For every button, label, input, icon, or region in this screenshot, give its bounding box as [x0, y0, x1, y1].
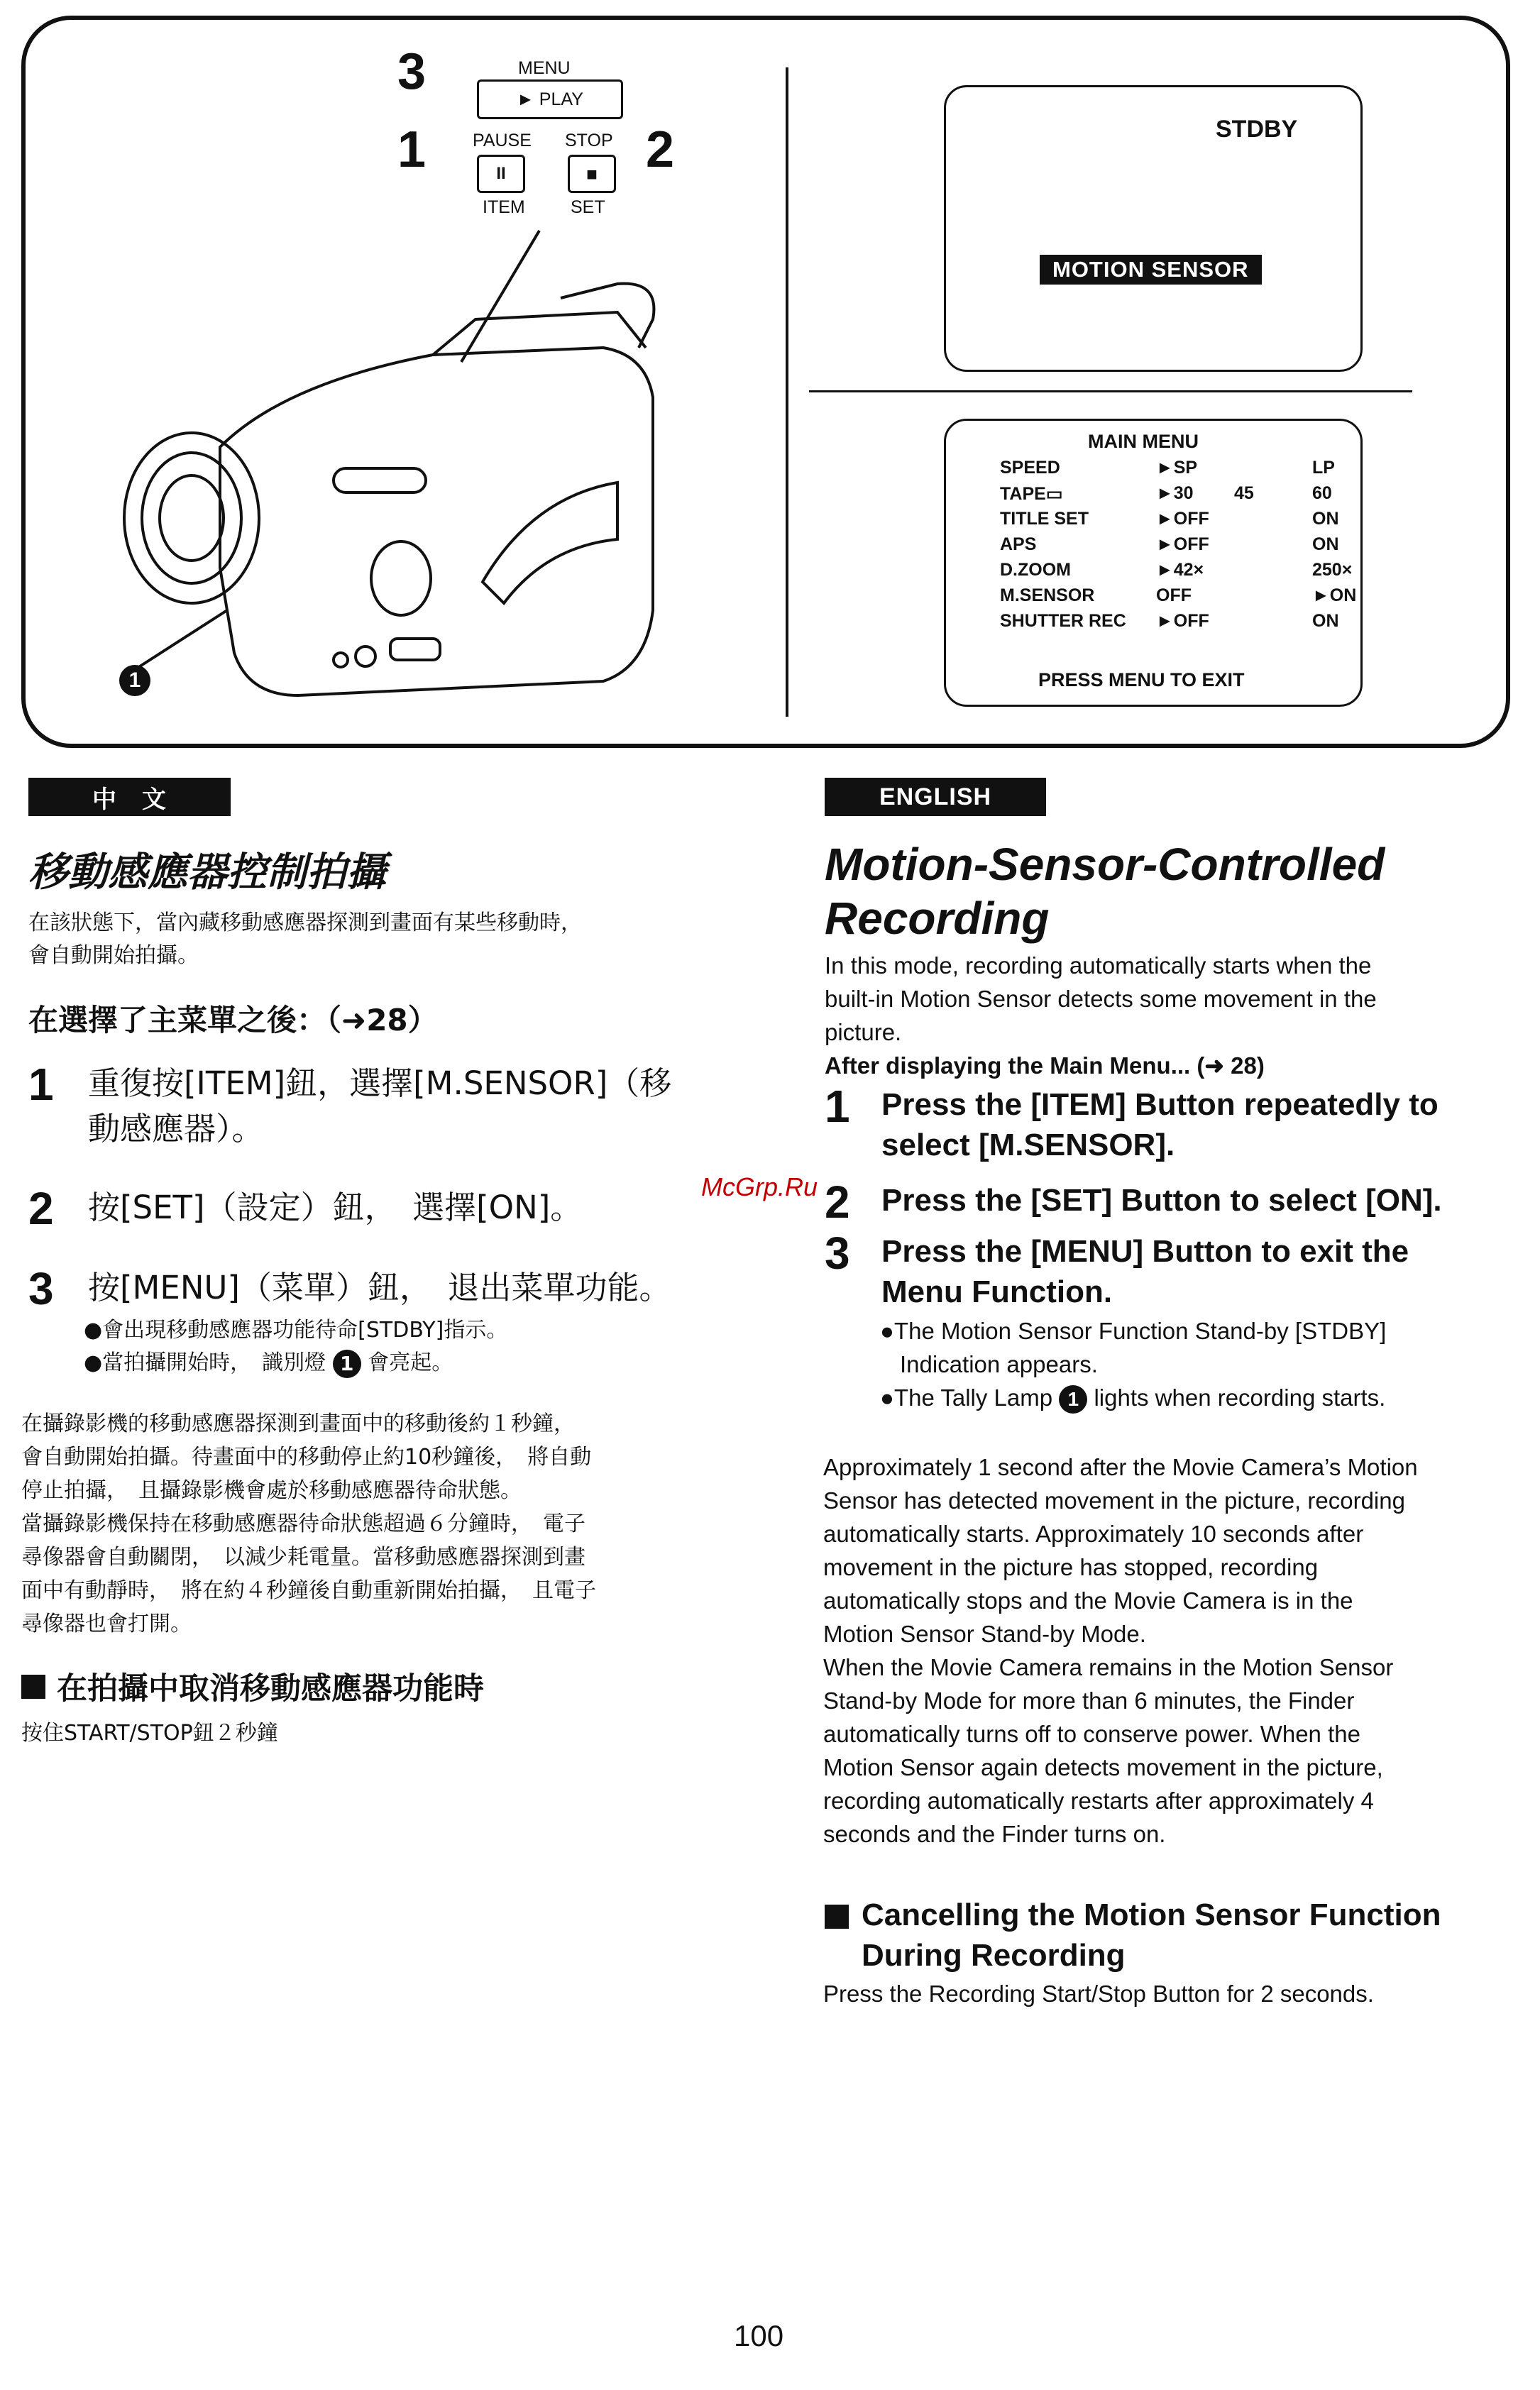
menu-item-value: OFF	[1156, 585, 1192, 605]
en-step-number: 1	[825, 1081, 850, 1132]
zh-cancel-body: 按住START/STOP鈕２秒鐘	[21, 1721, 278, 1746]
menu-item-value: 60	[1312, 483, 1332, 503]
play-button[interactable]	[477, 79, 623, 119]
en-intro-line: built-in Motion Sensor detects some movement in the	[825, 986, 1377, 1012]
en-bullet-text: lights when recording starts.	[1094, 1384, 1386, 1411]
menu-item-label: TITLE SET	[1000, 509, 1089, 529]
en-bullet-line: ●The Motion Sensor Function Stand-by [STDBY]	[880, 1318, 1387, 1344]
en-step-line: select [M.SENSOR].	[881, 1128, 1175, 1162]
menu-item-value: ON	[1312, 611, 1339, 631]
en-para-line: Sensor has detected movement in the picture, recording	[823, 1487, 1405, 1514]
en-bullet-text: ●The Tally Lamp	[880, 1384, 1053, 1411]
en-description	[823, 1450, 1418, 1851]
menu-item-value: ►42×	[1156, 560, 1204, 580]
tally-lamp-marker	[119, 665, 150, 696]
square-bullet-icon	[21, 1675, 45, 1699]
zh-intro-line: 在該狀態下，當內藏移動感應器探測到畫面有某些移動時，	[28, 910, 582, 935]
play-label: ► PLAY	[517, 89, 583, 109]
menu-row	[1000, 483, 1355, 509]
en-cancel-title	[862, 1895, 1500, 1976]
en-step-line: Menu Function.	[881, 1274, 1113, 1309]
menu-item-label: D.ZOOM	[1000, 560, 1071, 580]
main-menu-footer: PRESS MENU TO EXIT	[1038, 669, 1245, 690]
menu-item-value: ►SP	[1156, 458, 1198, 478]
zh-bullets	[84, 1314, 507, 1380]
menu-item-value: ►30	[1156, 483, 1194, 503]
zh-language-label: 中 文	[92, 786, 167, 813]
camcorder-drawing	[106, 213, 660, 710]
en-title-line: Recording	[825, 893, 1050, 944]
menu-row	[1000, 458, 1355, 483]
zh-step-line: 動感應器）。	[88, 1110, 264, 1147]
en-para-line: movement in the picture has stopped, recording	[823, 1554, 1319, 1580]
en-step-text: Press the [SET] Button to select [ON].	[881, 1183, 1442, 1218]
zh-para-line: 尋像器會自動關閉， 以減少耗電量。當移動感應器探測到畫	[21, 1545, 585, 1570]
en-intro-line: picture.	[825, 1019, 902, 1045]
zh-para-line: 停止拍攝， 且攝錄影機會處於移動感應器待命狀態。	[21, 1478, 522, 1503]
en-cancel-body: Press the Recording Start/Stop Button for 2 seconds.	[823, 1981, 1374, 2007]
en-step-line: Press the [ITEM] Button repeatedly to	[881, 1087, 1439, 1122]
menu-item-value: ►OFF	[1156, 611, 1209, 631]
en-para-line: Approximately 1 second after the Movie Camera’s Motion	[823, 1454, 1418, 1480]
menu-row	[1000, 585, 1355, 611]
en-para-line: seconds and the Finder turns on.	[823, 1821, 1166, 1847]
menu-item-value: LP	[1312, 458, 1335, 478]
menu-item-label: SPEED	[1000, 458, 1060, 478]
stop-button[interactable]	[568, 155, 616, 193]
zh-step-text: 按[SET]（設定）鈕， 選擇[ON]。	[88, 1189, 583, 1226]
zh-para-line: 在攝錄影機的移動感應器探測到畫面中的移動後約１秒鐘，	[21, 1411, 575, 1436]
motion-sensor-indicator: MOTION SENSOR	[1040, 255, 1262, 285]
zh-description	[21, 1407, 596, 1641]
menu-item-label: APS	[1000, 534, 1037, 554]
menu-item-value: ON	[1312, 534, 1339, 554]
zh-bullet-item	[84, 1347, 507, 1380]
square-bullet-icon	[825, 1905, 849, 1929]
menu-row	[1000, 611, 1355, 637]
zh-para-line: 面中有動靜時， 將在約４秒鐘後自動重新開始拍攝， 且電子	[21, 1578, 596, 1603]
menu-row	[1000, 560, 1355, 585]
page-number: 100	[734, 2319, 784, 2352]
en-para-line: When the Movie Camera remains in the Motion Sensor	[823, 1654, 1394, 1680]
menu-item-value: ►OFF	[1156, 509, 1209, 529]
en-cancel-title-line: Cancelling the Motion Sensor Function	[862, 1898, 1441, 1932]
zh-cancel-heading	[21, 1665, 484, 1708]
zh-step-text: 按[MENU]（菜單）鈕， 退出菜單功能。	[88, 1269, 671, 1306]
zh-bullet-text: ●當拍攝開始時， 識別燈	[84, 1350, 326, 1375]
figure-rule	[809, 390, 1412, 392]
menu-item-value: ►OFF	[1156, 534, 1209, 554]
en-bullet-line: Indication appears.	[900, 1351, 1098, 1377]
zh-intro-line: 會自動開始拍攝。	[28, 943, 199, 968]
item-label: ITEM	[483, 197, 525, 217]
zh-para-line: 會自動開始拍攝。待畫面中的移動停止約10秒鐘後， 將自動	[21, 1445, 592, 1470]
en-after-menu: After displaying the Main Menu... (➜ 28)	[825, 1052, 1265, 1079]
watermark: McGrp.Ru	[701, 1172, 818, 1201]
en-step-text	[881, 1231, 1409, 1312]
menu-item-value: ON	[1312, 509, 1339, 529]
en-para-line: recording automatically restarts after approximately 4	[823, 1788, 1374, 1814]
main-menu-rows	[1000, 458, 1355, 637]
zh-step-text	[88, 1061, 671, 1152]
tally-marker-number: 1	[128, 668, 141, 692]
menu-item-value: 250×	[1312, 560, 1353, 580]
zh-intro	[28, 907, 582, 972]
en-para-line: Motion Sensor again detects movement in the picture,	[823, 1754, 1383, 1780]
figure-divider	[786, 67, 788, 717]
en-para-line: automatically starts. Approximately 10 seconds after	[823, 1521, 1364, 1547]
tally-lamp-ref-icon: 1	[333, 1350, 361, 1378]
menu-item-value: ►ON	[1312, 585, 1357, 605]
en-step-number: 3	[825, 1228, 850, 1279]
zh-bullet-item: ●會出現移動感應器功能待命[STDBY]指示。	[84, 1318, 508, 1343]
zh-title: 移動感應器控制拍攝	[28, 849, 386, 896]
stop-icon: ■	[586, 163, 598, 185]
set-label: SET	[571, 197, 605, 217]
en-cancel-title-line: During Recording	[862, 1938, 1126, 1973]
button-diagram	[397, 43, 695, 227]
en-para-line: automatically turns off to conserve power. When the	[823, 1721, 1360, 1747]
zh-para-line: 尋像器也會打開。	[21, 1612, 192, 1636]
en-language-bar	[825, 778, 1046, 816]
zh-bullet-text: 會亮起。	[368, 1350, 453, 1375]
callout-1: 1	[397, 121, 427, 178]
zh-step-line: 重復按[ITEM]鈕，選擇[M.SENSOR]（移	[88, 1064, 672, 1102]
en-para-line: Stand-by Mode for more than 6 minutes, the Finder	[823, 1687, 1355, 1714]
en-para-line: automatically stops and the Movie Camera is in the	[823, 1587, 1353, 1614]
pause-label: PAUSE	[473, 131, 532, 150]
main-menu-title: MAIN MENU	[1088, 431, 1199, 452]
callout-2: 2	[646, 121, 675, 178]
zh-after-menu: 在選擇了主菜單之後：（➜28）	[28, 1003, 438, 1037]
pause-icon: II	[496, 164, 506, 183]
stop-label: STOP	[565, 131, 613, 150]
zh-cancel-title: 在拍攝中取消移動感應器功能時	[57, 1671, 484, 1707]
pause-button[interactable]	[477, 155, 525, 193]
en-para-line: Motion Sensor Stand-by Mode.	[823, 1621, 1146, 1647]
en-step-text	[881, 1084, 1439, 1165]
en-step-number: 2	[825, 1177, 850, 1228]
zh-step-number: 3	[28, 1263, 54, 1314]
menu-item-label: M.SENSOR	[1000, 585, 1095, 605]
menu-item-value: 45	[1234, 483, 1254, 503]
menu-item-label: TAPE▭	[1000, 484, 1063, 504]
en-intro-line: In this mode, recording automatically starts when the	[825, 952, 1372, 979]
zh-step-number: 2	[28, 1183, 54, 1234]
standby-screen	[944, 85, 1363, 372]
menu-item-label: SHUTTER REC	[1000, 611, 1126, 631]
en-intro	[825, 949, 1377, 1049]
menu-row	[1000, 534, 1355, 560]
menu-label: MENU	[518, 58, 571, 78]
zh-para-line: 當攝錄影機保持在移動感應器待命狀態超過６分鐘時， 電子	[21, 1511, 585, 1536]
main-menu-screen	[944, 419, 1363, 707]
zh-step-number: 1	[28, 1059, 54, 1110]
en-title-line: Motion-Sensor-Controlled	[825, 839, 1385, 890]
en-step-line: Press the [MENU] Button to exit the	[881, 1234, 1409, 1269]
en-title	[825, 837, 1385, 945]
en-bullet-item	[880, 1381, 1386, 1414]
stdby-indicator: STDBY	[1216, 116, 1298, 143]
callout-3: 3	[397, 43, 427, 100]
menu-row	[1000, 509, 1355, 534]
en-language-label: ENGLISH	[879, 783, 992, 810]
en-bullets	[880, 1314, 1386, 1414]
tally-lamp-ref-icon: 1	[1059, 1385, 1087, 1414]
zh-language-bar	[28, 778, 231, 816]
